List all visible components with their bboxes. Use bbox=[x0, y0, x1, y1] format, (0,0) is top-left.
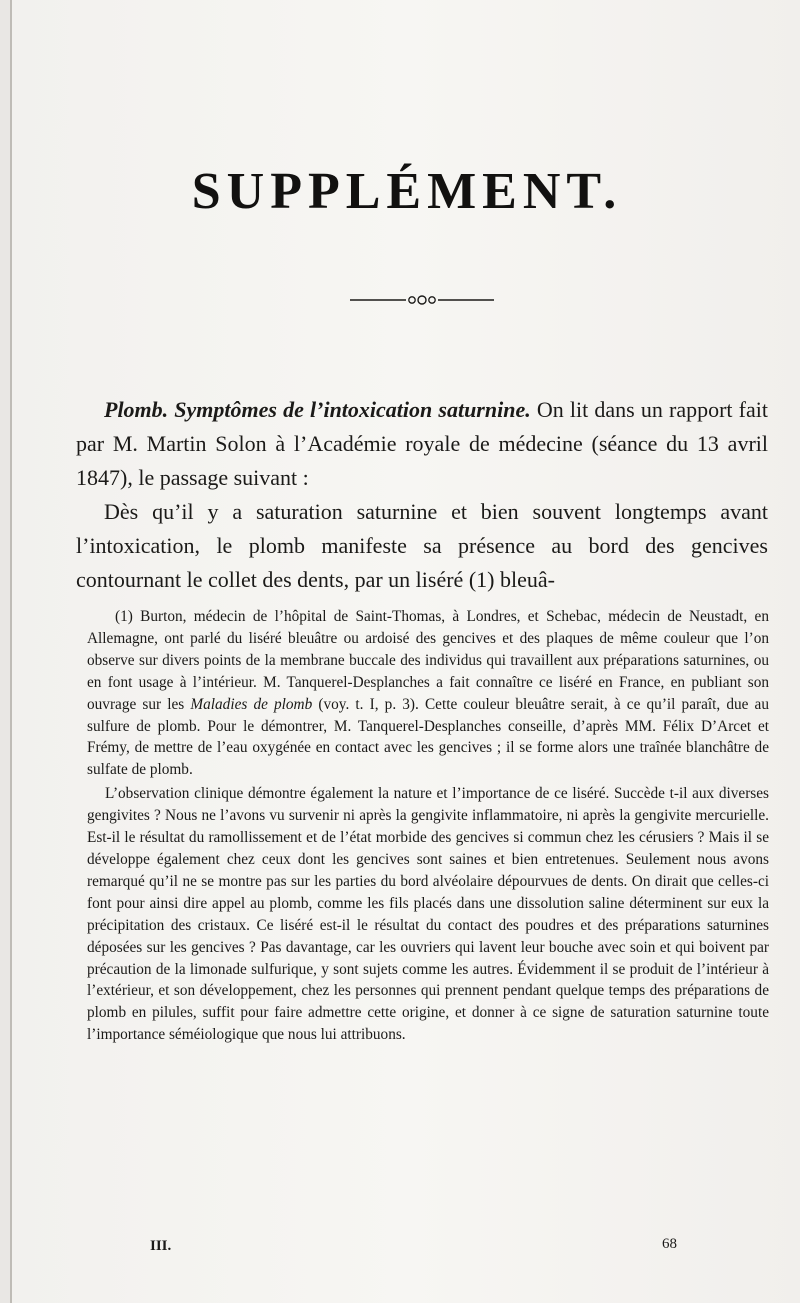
book-title: Maladies de plomb bbox=[190, 695, 313, 713]
footnote-1 bbox=[87, 606, 769, 781]
footnote-text-b: (voy. t. I, p. 3). Cette couleur bleuâtre serait, à ce qu’il paraît, due au sulfure de plomb. Pour le démontrer, M. Tanquerel-Desplanches conseille, d’après MM. Félix D’Arcet et Frémy, de mettre de l’eau oxygénée en contact avec les gencives ; il se forme alors une traînée blanchâtre de sulfate de plomb. bbox=[87, 695, 769, 779]
notes-block bbox=[87, 606, 769, 1046]
footnote-text-a: (1) Burton, médecin de l’hôpital de Saint-Thomas, à Londres, et Schebac, médecin de Neustadt, en Allemagne, ont parlé du liséré bleuâtre ou ardoisé des gencives et des plaques de même couleur que l’on observe sur divers points de la membrane buccale des individus qui travaillent aux préparations saturnines, ou en font usage à l’intérieur. M. Tanquerel-Desplanches a fait connaître ce liséré en France, en publiant son ouvrage sur les bbox=[87, 608, 769, 713]
observation-paragraph: L’observation clinique démontre également la nature et l’importance de ce liséré. Succède t-il aux diverses gengivites ? Nous ne l’avons vu survenir ni après la gengivite inflammatoire, ni après la gengivite mercurielle. Est-il le résultat du ramollissement et de l’état morbide des gencives si commun chez les cérusiers ? Mais il se développe également chez ceux dont les gencives sont saines et bien entretenues. Seulement nous avons remarqué qu’il ne se montre pas sur les parties du bord alvéolaire dépourvues de dents. On dirait que celles-ci font pour ainsi dire appel au plomb, comme les fils placés dans une dissolution saline déterminent sur eux la précipitation des cristaux. Ce liséré est-il le résultat du contact des poudres et des préparations saturnines déposées sur les gencives ? Pas davantage, car les ouvriers qui lavent leur bouche avec soin et qui boivent par précaution de la limonade sulfurique, y sont sujets comme les autres. Évidemment il se produit de l’intérieur à l’extérieur, et son développement, chez les personnes qui prennent pendant quelque temps des préparations de plomb en pilules, suffit pour faire admettre cette origine, et donner à ce signe de saturation saturnine toute l’importance séméiologique que nous lui attribuons. bbox=[87, 785, 769, 1044]
document-page bbox=[10, 0, 800, 1303]
paragraph-saturation: Dès qu’il y a saturation saturnine et bien souvent longtemps avant l’intoxication, le plomb manifeste sa présence au bord des gencives contournant le collet des dents, par un liséré (1) bleuâ- bbox=[76, 499, 768, 592]
paragraph-intro bbox=[76, 393, 768, 495]
ornamental-rule-icon bbox=[350, 292, 494, 308]
intro-text: On lit dans un rapport fait par M. Martin Solon à l’Académie royale de médecine (séance du 13 avril 1847), le passage suivant : bbox=[76, 397, 768, 490]
page-title: SUPPLÉMENT. bbox=[191, 163, 623, 220]
page-number: 68 bbox=[662, 1236, 677, 1252]
section-heading: Plomb. Symptômes de l’intoxication saturnine. bbox=[104, 397, 531, 422]
main-text bbox=[76, 393, 768, 597]
signature-mark: III. bbox=[150, 1238, 172, 1254]
